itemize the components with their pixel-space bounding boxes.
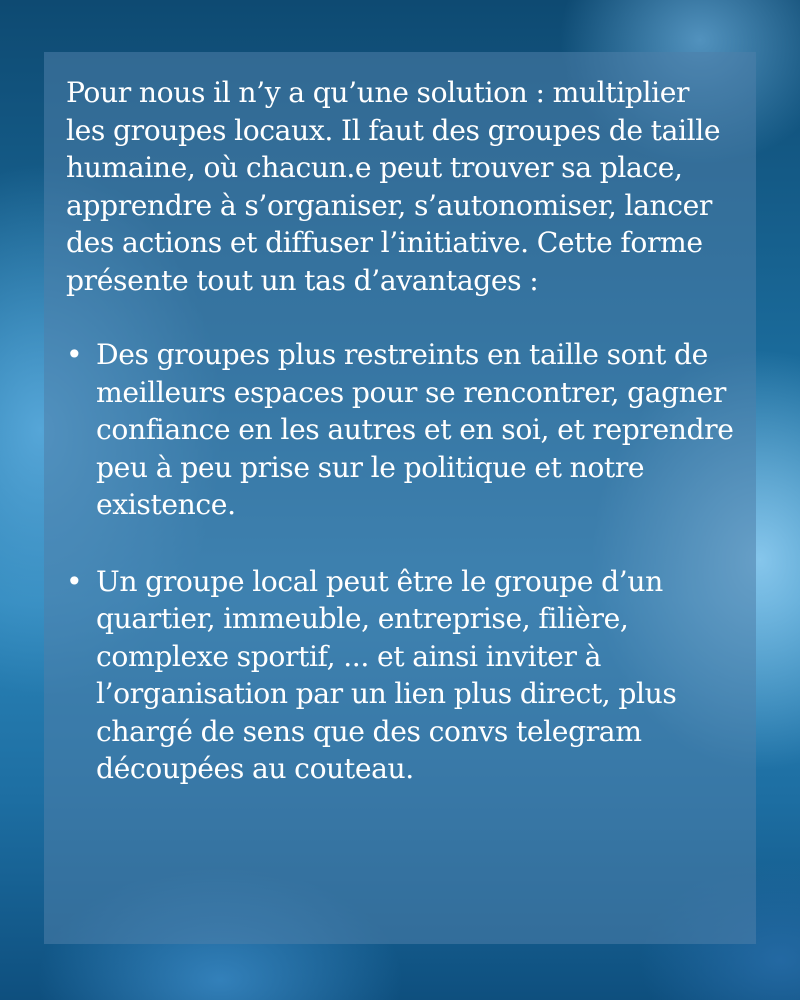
text-panel xyxy=(44,52,756,944)
bullet-marker: • xyxy=(66,338,83,371)
bullet-text-1: Des groupes plus restreints en taille sont de meilleurs espaces pour se rencontrer, gagner confiance en les autres et en soi, et reprendre peu à peu prise sur le politique et notre existence. xyxy=(96,338,734,521)
bullet-item-1 xyxy=(66,336,736,524)
bullet-item-2 xyxy=(66,563,736,788)
intro-paragraph: Pour nous il n’y a qu’une solution : multiplier les groupes locaux. Il faut des groupes de taille humaine, où chacun.e peut trouver sa place, apprendre à s’organiser, s’autonomiser, lancer des actions et diffuser l’initiative. Cette forme présente tout un tas d’avantages : xyxy=(66,76,721,297)
bullet-marker: • xyxy=(66,564,83,598)
bullet-text-2: Un groupe local peut être le groupe d’un quartier, immeuble, entreprise, filière, complexe sportif, ... et ainsi inviter à l’organisation par un lien plus direct, plus chargé de sens que des convs telegram découpées au couteau. xyxy=(96,564,677,785)
